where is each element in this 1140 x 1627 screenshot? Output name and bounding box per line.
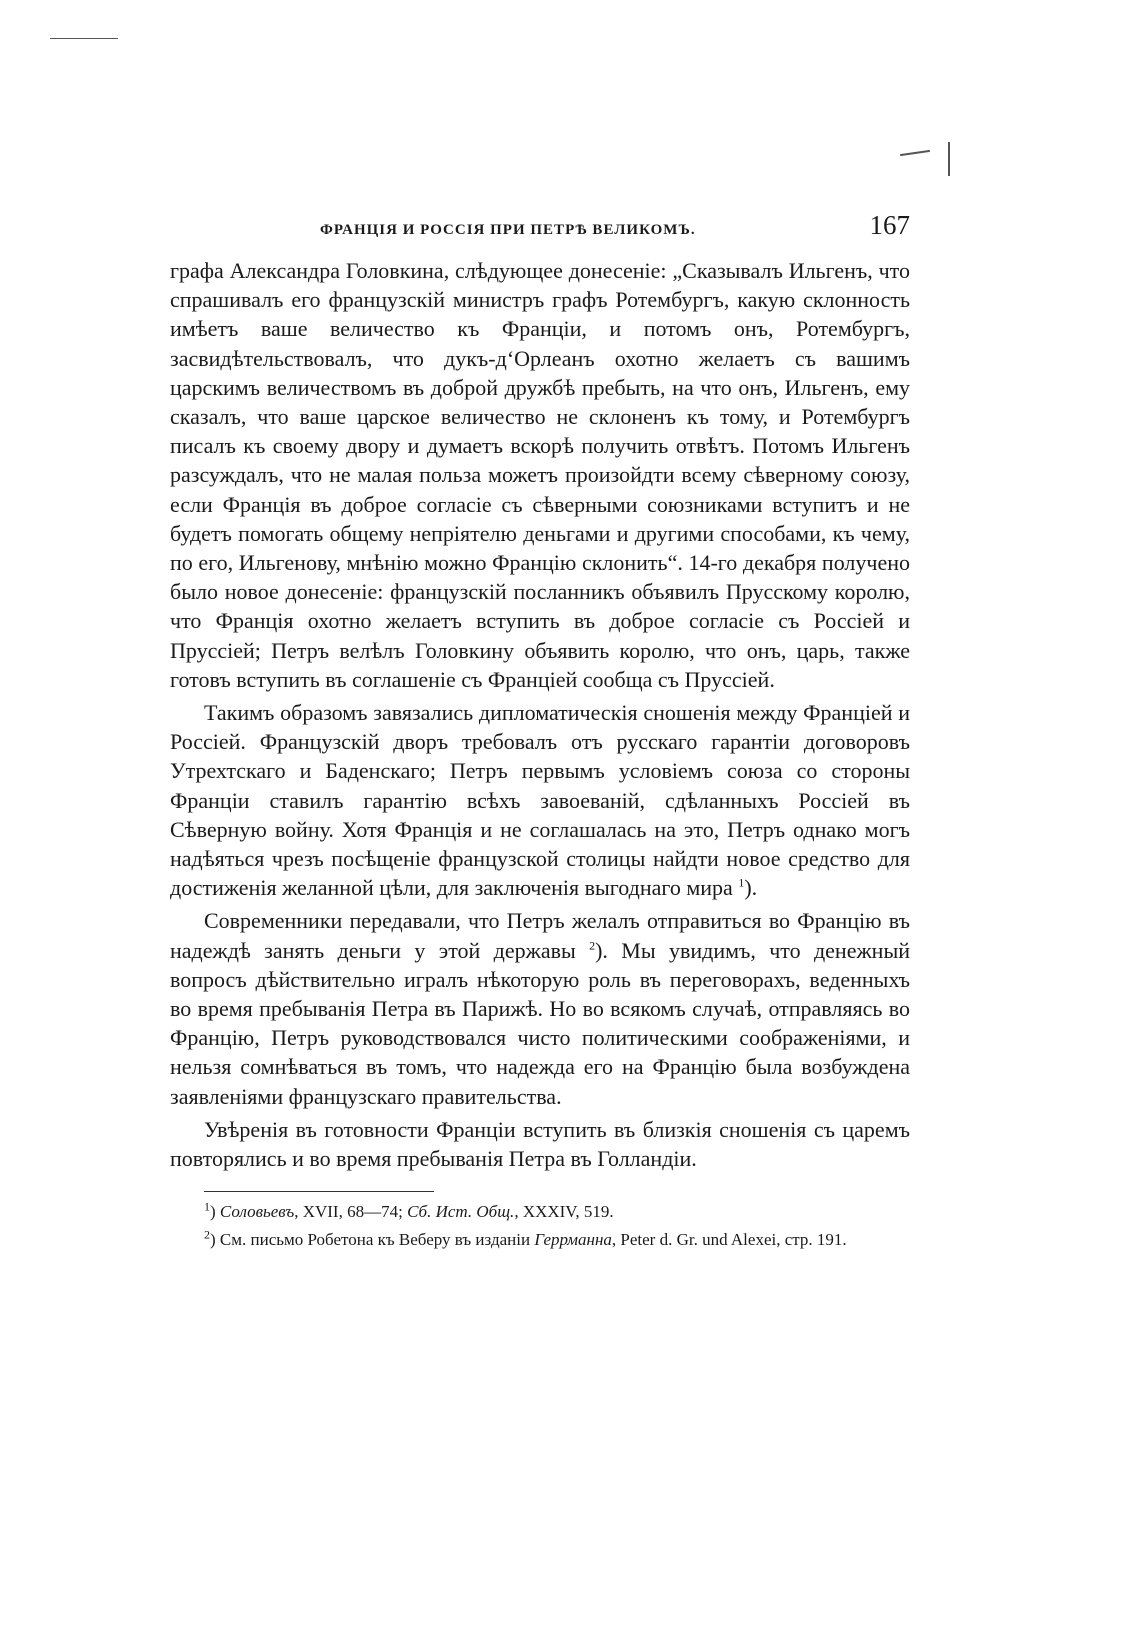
page-number: 167 (869, 210, 910, 240)
scan-artifact-line (50, 38, 118, 39)
scan-artifact-mark (948, 142, 950, 176)
footnote-ref: 2 (589, 938, 596, 953)
footnote: $^1$) Соловьевъ, XVII, 68—74; Сб. Ист. Общ., XXXIV, 519. (204, 1199, 614, 1222)
scan-artifact-mark (900, 150, 930, 156)
footnote-divider (204, 1191, 434, 1192)
paragraph: графа Александра Головкина, слѣдующее донесеніе: „Сказывалъ Ильгенъ, что спрашивалъ его французскій министръ графъ Ротембургъ, какую склонность имѣетъ ваше величество къ Франціи, и потомъ онъ, Ротембургъ, засвидѣтельствовалъ, что дукъ-д‘Орлеанъ охотно желаетъ съ вашимъ царскимъ величествомъ въ доброй дружбѣ пребыть, на что онъ, Ильгенъ, ему сказалъ, что ваше царское величество не склоненъ къ тому, и Ротембургъ писалъ къ своему двору и думаетъ вскорѣ получить отвѣтъ. Потомъ Ильгенъ разсуждалъ, что не малая польза можетъ произойдти всему сѣверному союзу, если Франція въ доброе согласіе съ сѣверными союзниками вступитъ и не будетъ помогать общему непріятелю деньгами и другими способами, къ чему, по его, Ильгенову, мнѣнію можно Францію склонить“. 14-го декабря получено было новое донесеніе: французскій посланникъ объявилъ Прусскому королю, что Франція охотно желаетъ вступить въ доброе согласіе съ Россіей и Пруссіей; Петръ велѣлъ Головкину объявить королю, что онъ, царь, также готовъ вступить въ соглашеніе съ Франціей сообща съ Пруссіей. (170, 258, 910, 692)
footnote-ref: 1 (738, 875, 745, 890)
body-text (170, 256, 910, 1173)
footnote: $^2$) См. письмо Робетона къ Веберу въ изданіи Геррманна, Peter d. Gr. und Alexei, стр. 191. (204, 1227, 847, 1250)
book-page (170, 210, 910, 1254)
paragraph: Такимъ образомъ завязались дипломатическія сношенія между Франціей и Россіей. Французскій дворъ требовалъ отъ русскаго гарантіи договоровъ Утрехтскаго и Баденскаго; Петръ первымъ условіемъ союза со стороны Франціи ставилъ гарантію всѣхъ завоеваній, сдѣланныхъ Россіей въ Сѣверную войну. Хотя Франція и не соглашалась на это, Петръ однако могъ надѣяться чрезъ посѣщеніе французской столицы найдти новое средство для достиженія желанной цѣли, для заключенія выгоднаго мира $^1$). (170, 700, 910, 901)
running-header (170, 210, 910, 254)
running-title: ФРАНЦІЯ И РОССІЯ ПРИ ПЕТРѢ ВЕЛИКОМЪ. (320, 222, 696, 238)
paragraph: Увѣренія въ готовности Франціи вступить въ близкія сношенія съ царемъ повторялись и во время пребыванія Петра въ Голландіи. (170, 1116, 910, 1172)
paragraph: Современники передавали, что Петръ желалъ отправиться во Францію въ надеждѣ занять деньги у этой державы $^2$). Мы увидимъ, что денежный вопросъ дѣйствительно игралъ нѣкоторую роль въ переговорахъ, веденныхъ во время пребыванія Петра въ Парижѣ. Но во всякомъ случаѣ, отправляясь во Францію, Петръ руководствовался чисто политическими соображеніями, и нельзя сомнѣваться въ томъ, что надежда его на Францію была возбуждена заявленіями французскаго правительства. (170, 908, 910, 1109)
footnotes (170, 1198, 910, 1254)
